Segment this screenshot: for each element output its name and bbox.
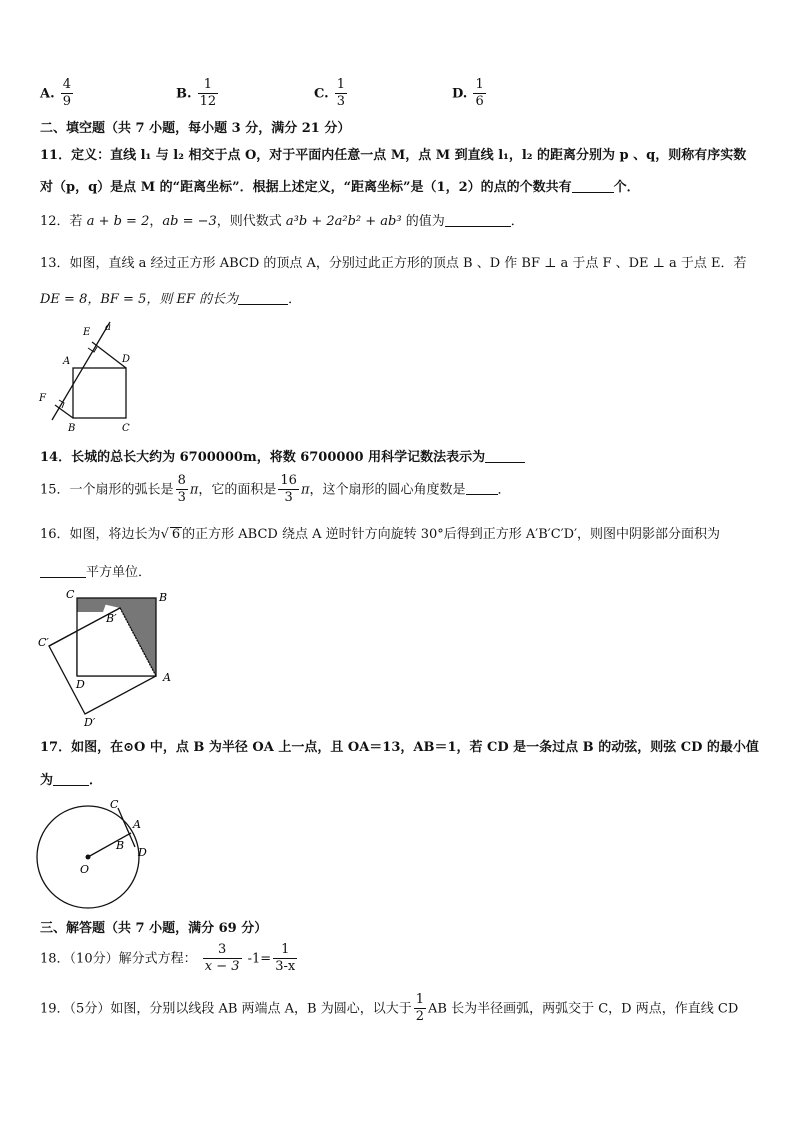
label-a: A: [133, 818, 141, 831]
question-text: 如图，直线 a 经过正方形 ABCD 的顶点 A，分别过此正方形的顶点 B 、D 作 BF ⊥ a 于点 F 、DE ⊥ a 于点 E．若: [69, 256, 747, 271]
label-c-prime: C′: [38, 636, 49, 649]
fraction-arc-length: [176, 474, 188, 506]
fraction-numerator: 8: [176, 474, 188, 490]
label-a-line: a: [105, 322, 111, 333]
question-text: 个．: [613, 180, 640, 195]
question-score: （5分）: [69, 1001, 111, 1017]
question-text: ．: [89, 773, 103, 788]
math-expression: a³b + 2a²b² + ab³: [285, 214, 402, 229]
rotated-square-figure: [36, 586, 178, 730]
question-number: 17．: [40, 740, 72, 755]
answer-blank[interactable]: [445, 214, 511, 227]
fraction-denominator: 9: [62, 94, 72, 110]
answer-blank[interactable]: [238, 292, 288, 305]
fraction-numerator: 1: [198, 78, 219, 94]
center-point: [86, 855, 91, 860]
pi-symbol: π: [189, 482, 199, 498]
question-text: 对（p，q）是点 M 的“距离坐标”．根据上述定义，“距离坐标”是（1，2）的点的个数共有: [40, 180, 572, 195]
question-16: [40, 527, 720, 541]
fraction-right: [273, 943, 297, 975]
question-text: 如图，分别以线段 AB 两端点 A，B 为圆心，以大于: [110, 1001, 412, 1017]
option-fraction: [198, 78, 219, 110]
fraction-denominator: 3: [336, 94, 346, 110]
right-angle-mark-e: [88, 347, 97, 352]
shaded-region-top: [77, 598, 108, 612]
fraction-left: [203, 943, 242, 975]
fraction-numerator: 1: [335, 78, 347, 94]
answer-blank[interactable]: [466, 482, 498, 495]
question-text: 若: [69, 214, 87, 229]
question-number: 18．: [40, 951, 70, 967]
section-3-title: 三、解答题（共 7 小题，满分 69 分）: [40, 921, 268, 936]
option-b: [176, 78, 220, 110]
fraction-numerator: 4: [61, 78, 73, 94]
label-c: C: [66, 588, 75, 601]
question-text: 定义：直线 l₁ 与 l₂ 相交于点 O，对于平面内任意一点 M，点 M 到直线 l₁，l₂ 的距离分别为 p 、q，则称有序实数: [71, 148, 747, 163]
question-number: 13．: [40, 256, 70, 271]
question-13: [40, 257, 747, 270]
question-number: 15．: [40, 482, 70, 498]
label-a: A: [63, 356, 71, 367]
fraction-numerator: 1: [473, 78, 485, 94]
equation-middle: -1=: [243, 951, 272, 967]
question-text: ，它的面积是: [198, 482, 277, 498]
option-fraction: [61, 78, 73, 110]
question-text: ，: [149, 214, 163, 229]
question-17: [40, 741, 759, 754]
question-text: 如图，将边长为: [69, 527, 161, 542]
option-label: A.: [40, 86, 55, 102]
question-14: [40, 450, 525, 464]
option-label: D.: [452, 86, 468, 102]
question-number: 16．: [40, 527, 70, 542]
fraction-numerator: 1: [273, 943, 297, 959]
question-text: 长城的总长大约为 6700000m，将数 6700000 用科学记数法表示为: [71, 450, 486, 465]
label-d: D: [76, 678, 85, 691]
fraction-denominator: x − 3: [204, 959, 240, 975]
label-b: B: [159, 591, 168, 604]
answer-blank[interactable]: [40, 565, 86, 578]
fraction-area: [278, 474, 299, 506]
question-13-line2: [40, 292, 301, 306]
question-text: 平方单位．: [86, 565, 152, 580]
answer-blank[interactable]: [53, 773, 89, 786]
label-b-prime: B′: [106, 612, 117, 625]
label-a: A: [163, 671, 171, 684]
question-text: 为: [40, 773, 54, 788]
label-d: D: [122, 354, 131, 365]
label-d-prime: D′: [84, 716, 96, 729]
pi-symbol: π: [300, 482, 310, 498]
question-number: 11．: [40, 148, 72, 163]
label-b: B: [116, 839, 125, 852]
question-number: 19．: [40, 1001, 70, 1017]
question-11: [40, 149, 746, 162]
label-o: O: [80, 863, 90, 876]
sqrt-symbol: √ 6: [160, 527, 181, 542]
question-text: ．: [510, 214, 524, 229]
fraction-denominator: 2: [415, 1009, 425, 1025]
question-number: 14．: [40, 450, 72, 465]
question-16-line2: [40, 565, 151, 579]
label-c: C: [110, 798, 119, 811]
question-text: ．: [497, 482, 511, 498]
question-text: AB 长为半径画弧，两弧交于 C，D 两点，作直线 CD: [428, 1001, 739, 1017]
fraction-denominator: 3: [177, 490, 186, 506]
option-d: [452, 78, 488, 110]
option-a: [40, 78, 75, 110]
option-c: [314, 78, 349, 110]
question-19: [40, 993, 738, 1025]
fraction-half: [414, 993, 426, 1025]
question-15: [40, 474, 511, 506]
fraction-denominator: 3-x: [275, 959, 296, 975]
fraction-numerator: 1: [414, 993, 426, 1009]
option-fraction: [473, 78, 485, 110]
question-number: 12．: [40, 214, 70, 229]
question-text: 的值为: [401, 214, 445, 229]
fraction-numerator: 3: [203, 943, 242, 959]
question-11-line2: [40, 180, 640, 194]
question-text: 如图，在⊙O 中，点 B 为半径 OA 上一点，且 OA＝13，AB＝1，若 CD 是一条过点 B 的动弦，则弦 CD 的最小值: [71, 740, 759, 755]
question-text: ，这个扇形的圆心角度数是: [309, 482, 466, 498]
answer-blank[interactable]: [572, 180, 614, 193]
label-e: E: [83, 327, 91, 338]
answer-blank[interactable]: [485, 450, 525, 463]
option-fraction: [335, 78, 347, 110]
option-label: B.: [176, 86, 192, 102]
fraction-denominator: 6: [475, 94, 484, 110]
math-expression: a + b = 2: [86, 214, 150, 229]
circle-chord-figure: [34, 796, 162, 912]
square-abcd: [73, 368, 126, 418]
question-text: 一个扇形的弧长是: [69, 482, 174, 498]
label-b: B: [68, 423, 76, 434]
question-score: （10分）: [69, 951, 119, 967]
question-18: [40, 943, 299, 975]
line-a: [52, 322, 110, 420]
question-12: [40, 214, 524, 228]
question-text: ．: [288, 292, 302, 307]
sqrt-value: 6: [171, 527, 181, 542]
section-2-title: 二、填空题（共 7 小题，每小题 3 分，满分 21 分）: [40, 121, 351, 136]
question-text: 解分式方程：: [118, 951, 197, 967]
fraction-denominator: 12: [199, 94, 217, 110]
math-expression: ab = −3: [162, 214, 217, 229]
question-17-line2: [40, 773, 102, 787]
question-text: 的正方形 ABCD 绕点 A 逆时针方向旋转 30°后得到正方形 A′B′C′D′，则图中阴影部分面积为: [182, 527, 721, 542]
option-label: C.: [314, 86, 329, 102]
fraction-numerator: 16: [278, 474, 299, 490]
question-text: DE = 8，BF = 5，则 EF 的长为: [40, 292, 239, 307]
label-c: C: [122, 423, 130, 434]
question-text: ，则代数式: [216, 214, 286, 229]
label-d: D: [138, 846, 147, 859]
label-f: F: [39, 393, 46, 404]
square-line-figure: [36, 318, 136, 436]
fraction-denominator: 3: [284, 490, 293, 506]
radius-oa: [88, 833, 131, 857]
segment-de: [92, 342, 126, 368]
